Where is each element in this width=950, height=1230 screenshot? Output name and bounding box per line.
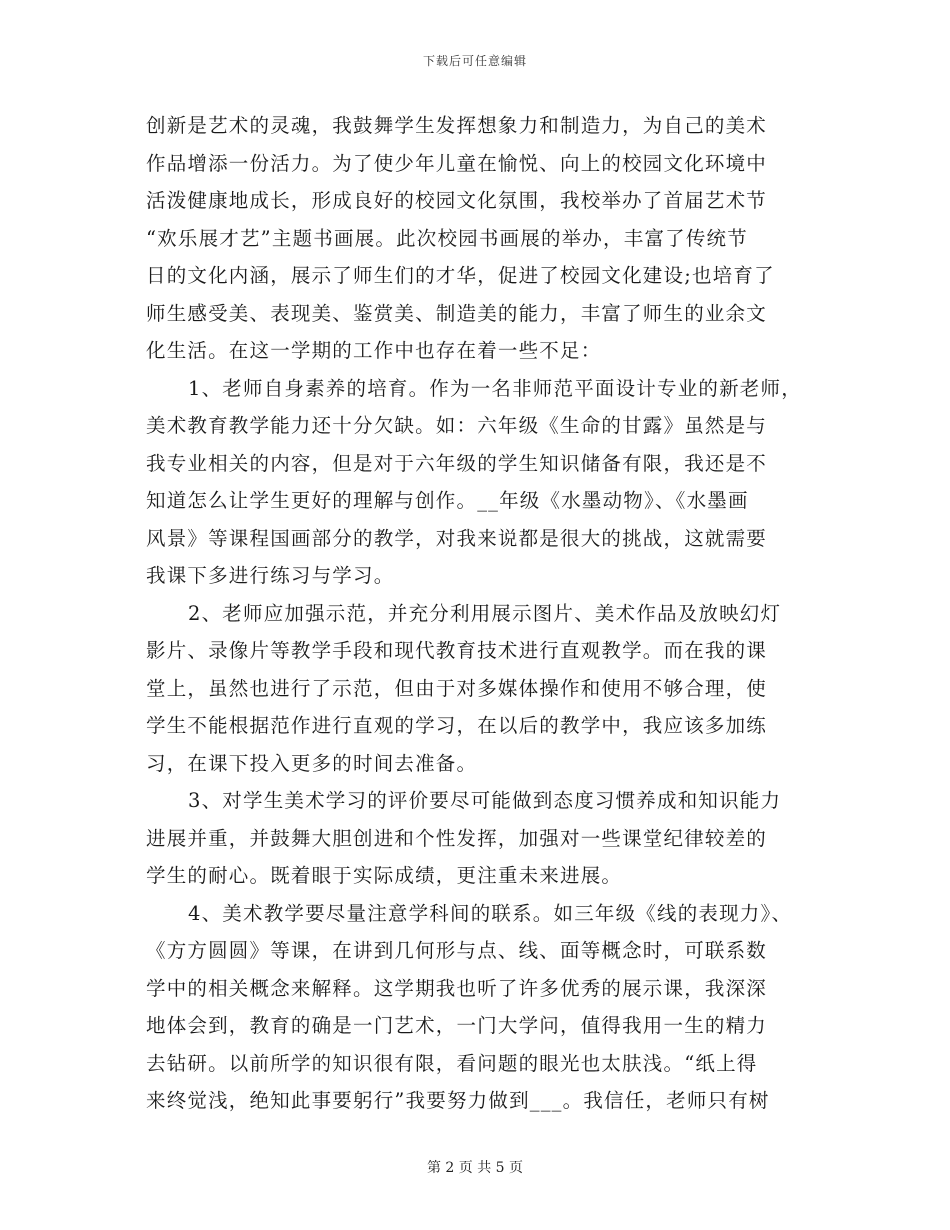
text-line: 3、对学生美术学习的评价要尽可能做到态度习惯养成和知识能力 [188, 789, 782, 812]
text-line: 我课下多进行练习与学习。 [146, 564, 395, 587]
text-line: 学中的相关概念来解释。这学期我也听了许多优秀的展示课，我深深 [146, 976, 768, 1000]
text-line: 去钻研。以前所学的知识很有限，看问题的眼光也太肤浅。“纸上得 [146, 1051, 758, 1075]
text-line: 师生感受美、表现美、鉴赏美、制造美的能力，丰富了师生的业余文 [146, 301, 768, 325]
text-line: 来终觉浅，绝知此事要躬行”我要努力做到___。我信任，老师只有树 [146, 1089, 770, 1112]
page-number-footer: 第 2 页 共 5 页 [426, 1160, 524, 1176]
text-line: 学生的耐心。既着眼于实际成绩，更注重未来进展。 [146, 864, 623, 887]
text-line: 创新是艺术的灵魂，我鼓舞学生发挥想象力和制造力，为自己的美术 [146, 114, 768, 137]
text-line: 2、老师应加强示范，并充分利用展示图片、美术作品及放映幻灯 [188, 601, 782, 625]
text-line: 活泼健康地成长，形成良好的校园文化氛围，我校举办了首届艺术节 [146, 189, 768, 212]
text-line: 影片、录像片等教学手段和现代教育技术进行直观教学。而在我的课 [146, 639, 768, 662]
text-line: 地体会到，教育的确是一门艺术，一门大学问，值得我用一生的精力 [146, 1014, 768, 1037]
text-line: 知道怎么让学生更好的理解与创作。__年级《水墨动物》、《水墨画 [146, 489, 749, 512]
text-line: 1、老师自身素养的培育。作为一名非师范平面设计专业的新老师， [188, 376, 802, 400]
text-line: 《方方圆圆》等课，在讲到几何形与点、线、面等概念时，可联系数 [146, 939, 768, 962]
text-line: 我专业相关的内容，但是对于六年级的学生知识储备有限，我还是不 [146, 451, 768, 475]
text-line: 风景》等课程国画部分的教学，对我来说都是很大的挑战，这就需要 [146, 526, 768, 550]
text-line: 堂上，虽然也进行了示范，但由于对多媒体操作和使用不够合理，使 [146, 676, 768, 700]
document-body [146, 107, 816, 1120]
page-header: 下载后可任意编辑 [422, 54, 527, 68]
text-line: 日的文化内涵，展示了师生们的才华，促进了校园文化建设;也培育了 [146, 264, 775, 287]
text-line: 4、美术教学要尽量注意学科间的联系。如三年级《线的表现力》、 [188, 901, 793, 925]
text-line: 美术教育教学能力还十分欠缺。如：六年级《生命的甘露》虽然是与 [146, 414, 768, 437]
text-line: 进展并重，并鼓舞大胆创进和个性发挥，加强对一些课堂纪律较差的 [146, 826, 768, 850]
text-line: 化生活。在这一学期的工作中也存在着一些不足： [146, 339, 602, 362]
text-line: 习，在课下投入更多的时间去准备。 [146, 751, 478, 775]
text-line: 学生不能根据范作进行直观的学习，在以后的教学中，我应该多加练 [146, 714, 768, 737]
text-line: 作品增添一份活力。为了使少年儿童在愉悦、向上的校园文化环境中 [146, 151, 768, 175]
text-line: “欢乐展才艺”主题书画展。此次校园书画展的举办，丰富了传统节 [146, 226, 748, 250]
